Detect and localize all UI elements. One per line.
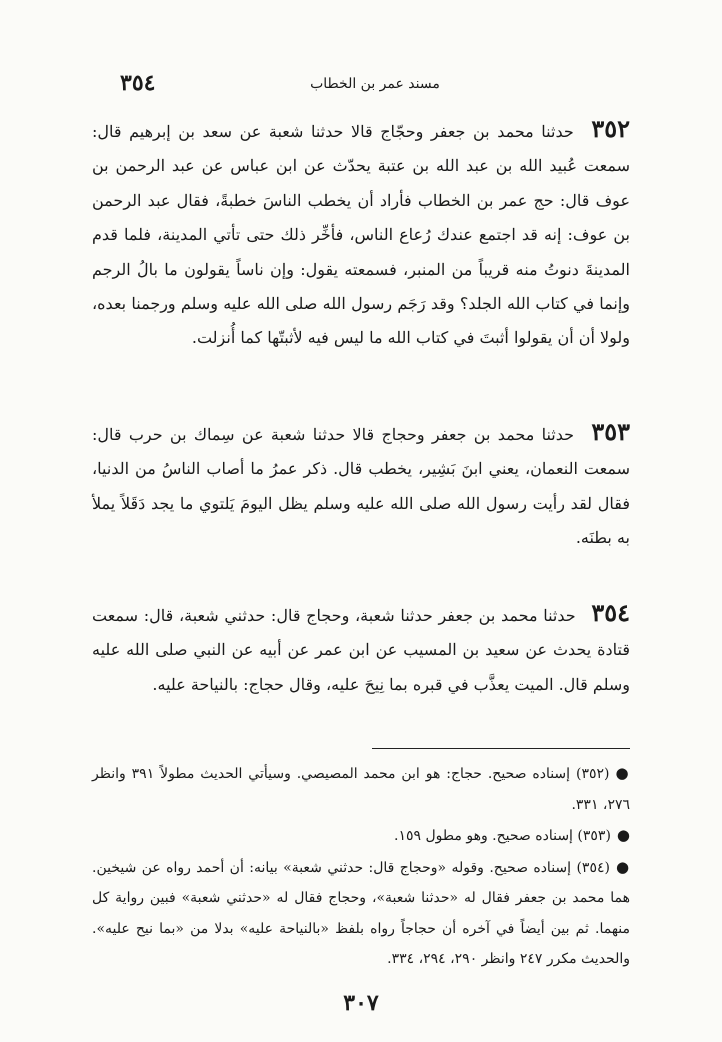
hadith-text: حدثنا محمد بن جعفر وحجّاج قالا حدثنا شعبة عن سعد بن إبرهيم قال: سمعت عُبيد الله بن عبد الله بن عتبة يحدّث عن ابن عباس عن عبد الرحمن بن عوف قال: حج عمر بن الخطاب فأراد أن يخطب الناسَ خطبةً، فقال عبد الرحمن بن عوف: إنه قد اجتمع عندك رُعاع الناس، فأخِّر ذلك حتى تأتي المدينة، فلما قدم المدينةَ دنوتُ منه قريباً من المنبر، فسمعته يقول: وإن ناساً يقولون ما بالُ الرجم وإنما في كتاب الله الجلد؟ وقد رَجَم رسول الله صلى الله عليه وسلم ورجمنا بعده، ولولا أن أن يقولوا أثبتَ في كتاب الله ما ليس فيه لأثبتّها كما أُنزلت. xyxy=(92,122,631,348)
bullet-icon: ● xyxy=(615,764,631,782)
hadith-353 xyxy=(92,415,630,556)
footnote-text: إسناده صحيح. حجاج: هو ابن محمد المصيصي. وسيأتي الحديث مطولاً ٣٩١ وانظر ٢٧٦، ٣٣١. xyxy=(92,766,630,813)
footnote-text: إسناده صحيح. وهو مطول ١٥٩. xyxy=(394,828,573,844)
footnote-ref: (٣٥٢) xyxy=(575,766,610,782)
hadith-number: ٣٥٤ xyxy=(591,598,631,627)
footnote-text: إسناده صحيح. وقوله «وحجاج قال: حدثني شعبة» بيانه: أن أحمد رواه عن شيخين. هما محمد بن جعفر فقال له «حدثنا شعبة»، وحجاج فقال له «حدثني شعبة» فبين رواية كل منهما. ثم بين أيضاً في آخره أن حجاجاً رواه بلفظ «بالنياحة عليه» بدلا من «بما نيح عليه». والحديث مكرر ٢٤٧ وانظر ٢٩٠، ٢٩٤، ٣٣٤. xyxy=(92,859,630,967)
bullet-icon: ● xyxy=(616,826,630,844)
footnote-353 xyxy=(92,820,630,852)
footnote-352 xyxy=(92,758,630,820)
footnote-ref: (٣٥٤) xyxy=(576,859,610,876)
footnote-divider xyxy=(372,748,630,749)
footnotes xyxy=(92,758,630,975)
hadith-text: حدثنا محمد بن جعفر وحجاج قالا حدثنا شعبة عن سِماك بن حرب قال: سمعت النعمان، يعني ابنَ بَشِير، يخطب قال. ذكر عمرُ ما أصاب الناسُ من الدنيا، فقال لقد رأيت رسول الله صلى الله عليه وسلم يظل اليومَ يَلتوي ما يجد دَقَلاً يملأ به بطنَه. xyxy=(92,425,630,548)
folio-number: ٣٠٧ xyxy=(343,990,379,1016)
hadith-352 xyxy=(92,112,630,356)
hadith-number: ٣٥٣ xyxy=(591,417,630,446)
running-title: مسند عمر بن الخطاب xyxy=(310,76,440,92)
page-header xyxy=(120,70,630,98)
footnote-ref: (٣٥٣) xyxy=(577,828,611,844)
footnote-354 xyxy=(92,852,630,975)
hadith-text: حدثنا محمد بن جعفر حدثنا شعبة، وحجاج قال: حدثني شعبة، قال: سمعت قتادة يحدث عن سعيد بن المسيب عن ابن عمر عن أبيه عن النبي صلى الله عليه وسلم قال. الميت يعذَّب في قبره بما نِيحَ عليه، وقال حجاج: بالنياحة عليه. xyxy=(92,606,630,694)
hadith-354 xyxy=(92,596,630,702)
hadith-number: ٣٥٢ xyxy=(591,114,630,143)
bullet-icon: ● xyxy=(615,857,630,876)
page-number: ٣٥٤ xyxy=(120,70,156,96)
